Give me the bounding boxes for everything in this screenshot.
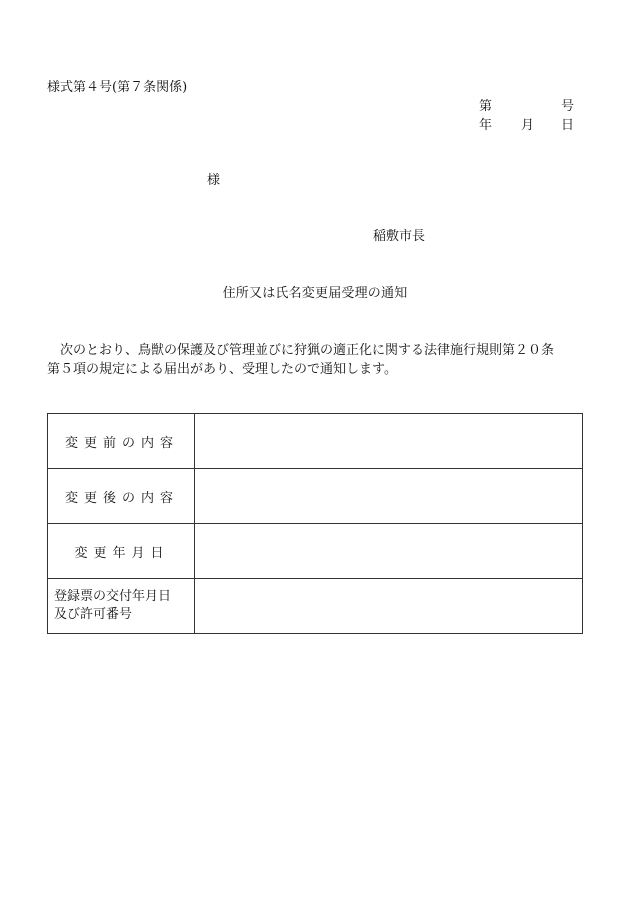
- info-table: [47, 413, 583, 634]
- date-year: 年: [479, 118, 493, 133]
- label-before-change: 変更前の内容: [48, 414, 195, 469]
- label-after-change: 変更後の内容: [48, 469, 195, 524]
- label-change-date: 変更年月日: [48, 524, 195, 579]
- date-day: 日: [561, 118, 575, 133]
- table-row: [48, 524, 583, 579]
- body-text: [47, 341, 587, 379]
- value-registration-permit[interactable]: [195, 579, 583, 634]
- table-row: [48, 579, 583, 634]
- addressee: 様: [207, 173, 221, 188]
- table-row: [48, 469, 583, 524]
- value-after-change[interactable]: [195, 469, 583, 524]
- issuer: 稲敷市長: [373, 229, 426, 244]
- value-change-date[interactable]: [195, 524, 583, 579]
- doc-number-suffix: 号: [561, 99, 575, 114]
- document-title: 住所又は氏名変更届受理の通知: [222, 286, 408, 301]
- body-line-2: 第５項の規定による届出があり、受理したので通知します。: [47, 362, 397, 377]
- label-registration-line-2: 及び許可番号: [54, 607, 133, 622]
- value-before-change[interactable]: [195, 414, 583, 469]
- doc-number-prefix: 第: [479, 99, 493, 114]
- label-registration-permit: [48, 579, 195, 634]
- form-id: 様式第４号(第７条関係): [47, 80, 188, 95]
- body-line-1: 次のとおり、鳥獣の保護及び管理並びに狩猟の適正化に関する法律施行規則第２０条: [47, 343, 555, 358]
- table-row: [48, 414, 583, 469]
- label-registration-line-1: 登録票の交付年月日: [54, 589, 172, 604]
- date-month: 月: [521, 118, 535, 133]
